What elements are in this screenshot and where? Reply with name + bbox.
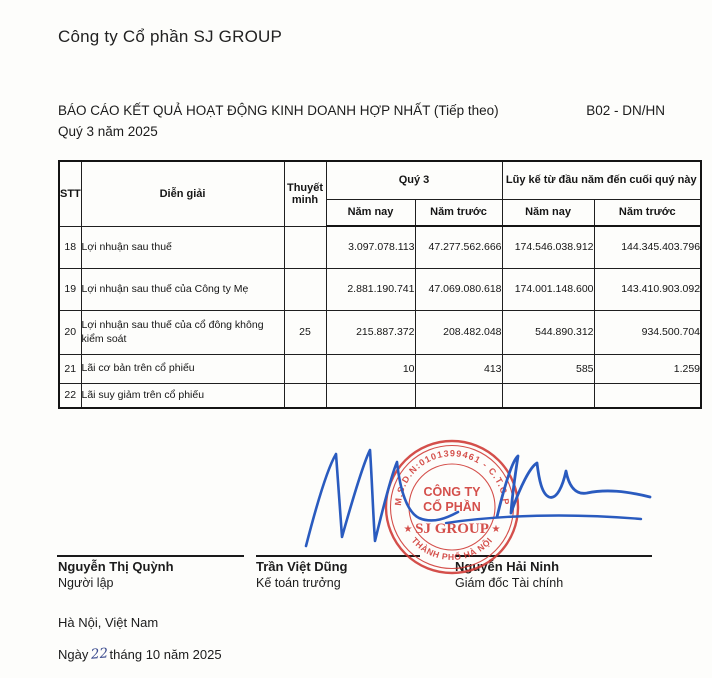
col-header-note: Thuyết minh (284, 161, 326, 226)
row-note (284, 226, 326, 268)
date-prefix: Ngày (58, 647, 89, 662)
report-period: Quý 3 năm 2025 (58, 124, 158, 139)
row-ytd-current: 174.546.038.912 (502, 226, 594, 268)
row-ytd-current: 544.890.312 (502, 310, 594, 354)
row-ytd-prior: 934.500.704 (594, 310, 701, 354)
row-stt: 20 (59, 310, 81, 354)
table-row (59, 310, 701, 354)
signer-title: Người lập (58, 576, 114, 590)
row-q3-current: 2.881.190.741 (326, 268, 415, 310)
row-note (284, 354, 326, 383)
col-header-q3-current: Năm nay (326, 199, 415, 226)
col-header-q3-prior: Năm trước (415, 199, 502, 226)
row-stt: 18 (59, 226, 81, 268)
seal-top-arc-text: M.S.D.N:0101399461 - C.T.C.P (392, 448, 512, 507)
row-ytd-current (502, 383, 594, 408)
table-row (59, 268, 701, 310)
row-description: Lợi nhuận sau thuế của Công ty Mẹ (81, 268, 284, 310)
row-description: Lợi nhuận sau thuế của cổ đông không kiểm soát (81, 310, 284, 354)
seal-center-line1: CÔNG TY (423, 485, 481, 499)
company-seal-stamp (372, 427, 532, 587)
row-q3-current: 3.097.078.113 (326, 226, 415, 268)
row-ytd-prior: 144.345.403.796 (594, 226, 701, 268)
row-ytd-prior: 143.410.903.092 (594, 268, 701, 310)
table-row (59, 354, 701, 383)
row-stt: 22 (59, 383, 81, 408)
row-description: Lãi cơ bản trên cổ phiếu (81, 354, 284, 383)
col-group-quarter: Quý 3 (326, 161, 502, 199)
col-group-ytd: Lũy kế từ đầu năm đến cuối quý này (502, 161, 701, 199)
seal-star-left-icon: ★ (403, 524, 413, 535)
report-header-row (58, 103, 665, 118)
report-title: BÁO CÁO KẾT QUẢ HOẠT ĐỘNG KINH DOANH HỢP NHẤT (Tiếp theo) (58, 103, 499, 118)
location-line: Hà Nội, Việt Nam (58, 615, 159, 630)
row-q3-prior: 413 (415, 354, 502, 383)
row-stt: 19 (59, 268, 81, 310)
row-description: Lợi nhuận sau thuế (81, 226, 284, 268)
row-q3-current: 10 (326, 354, 415, 383)
signer-name: Nguyễn Hải Ninh (455, 559, 560, 574)
row-ytd-current: 585 (502, 354, 594, 383)
results-table (58, 160, 702, 409)
row-q3-prior: 47.069.080.618 (415, 268, 502, 310)
row-stt: 21 (59, 354, 81, 383)
seal-star-right-icon: ★ (491, 524, 501, 535)
seal-center-line2: CỔ PHẦN (423, 500, 481, 514)
row-q3-prior: 208.482.048 (415, 310, 502, 354)
date-suffix: tháng 10 năm 2025 (109, 647, 222, 662)
row-q3-prior: 47.277.562.666 (415, 226, 502, 268)
signer-name: Trần Việt Dũng (256, 559, 348, 574)
table-row (59, 383, 701, 408)
table-header-row-1 (59, 161, 701, 199)
row-note (284, 268, 326, 310)
signer-title: Giám đốc Tài chính (455, 576, 564, 590)
row-q3-current: 215.887.372 (326, 310, 415, 354)
row-description: Lãi suy giảm trên cổ phiếu (81, 383, 284, 408)
results-table-container (58, 160, 702, 409)
table-row (59, 226, 701, 268)
seal-center-line3: SJ GROUP (415, 521, 489, 537)
signer-title: Kế toán trưởng (256, 576, 341, 590)
row-ytd-current: 174.001.148.600 (502, 268, 594, 310)
row-ytd-prior (594, 383, 701, 408)
signer-name: Nguyễn Thị Quỳnh (58, 559, 174, 574)
signature-line (57, 555, 244, 557)
row-note: 25 (284, 310, 326, 354)
company-name: Công ty Cổ phần SJ GROUP (58, 27, 283, 46)
date-line (58, 647, 222, 663)
row-q3-current (326, 383, 415, 408)
row-ytd-prior: 1.259 (594, 354, 701, 383)
col-header-stt: STT (59, 161, 81, 226)
col-header-ytd-prior: Năm trước (594, 199, 701, 226)
col-header-description: Diễn giải (81, 161, 284, 226)
handwritten-day: 22 (90, 645, 110, 663)
col-header-ytd-current: Năm nay (502, 199, 594, 226)
seal-bottom-arc-text: THÀNH PHỐ HÀ NỘI (409, 535, 495, 562)
row-note (284, 383, 326, 408)
form-code: B02 - DN/HN (586, 103, 665, 118)
row-q3-prior (415, 383, 502, 408)
svg-text:THÀNH PHỐ HÀ NỘI (410, 535, 495, 562)
